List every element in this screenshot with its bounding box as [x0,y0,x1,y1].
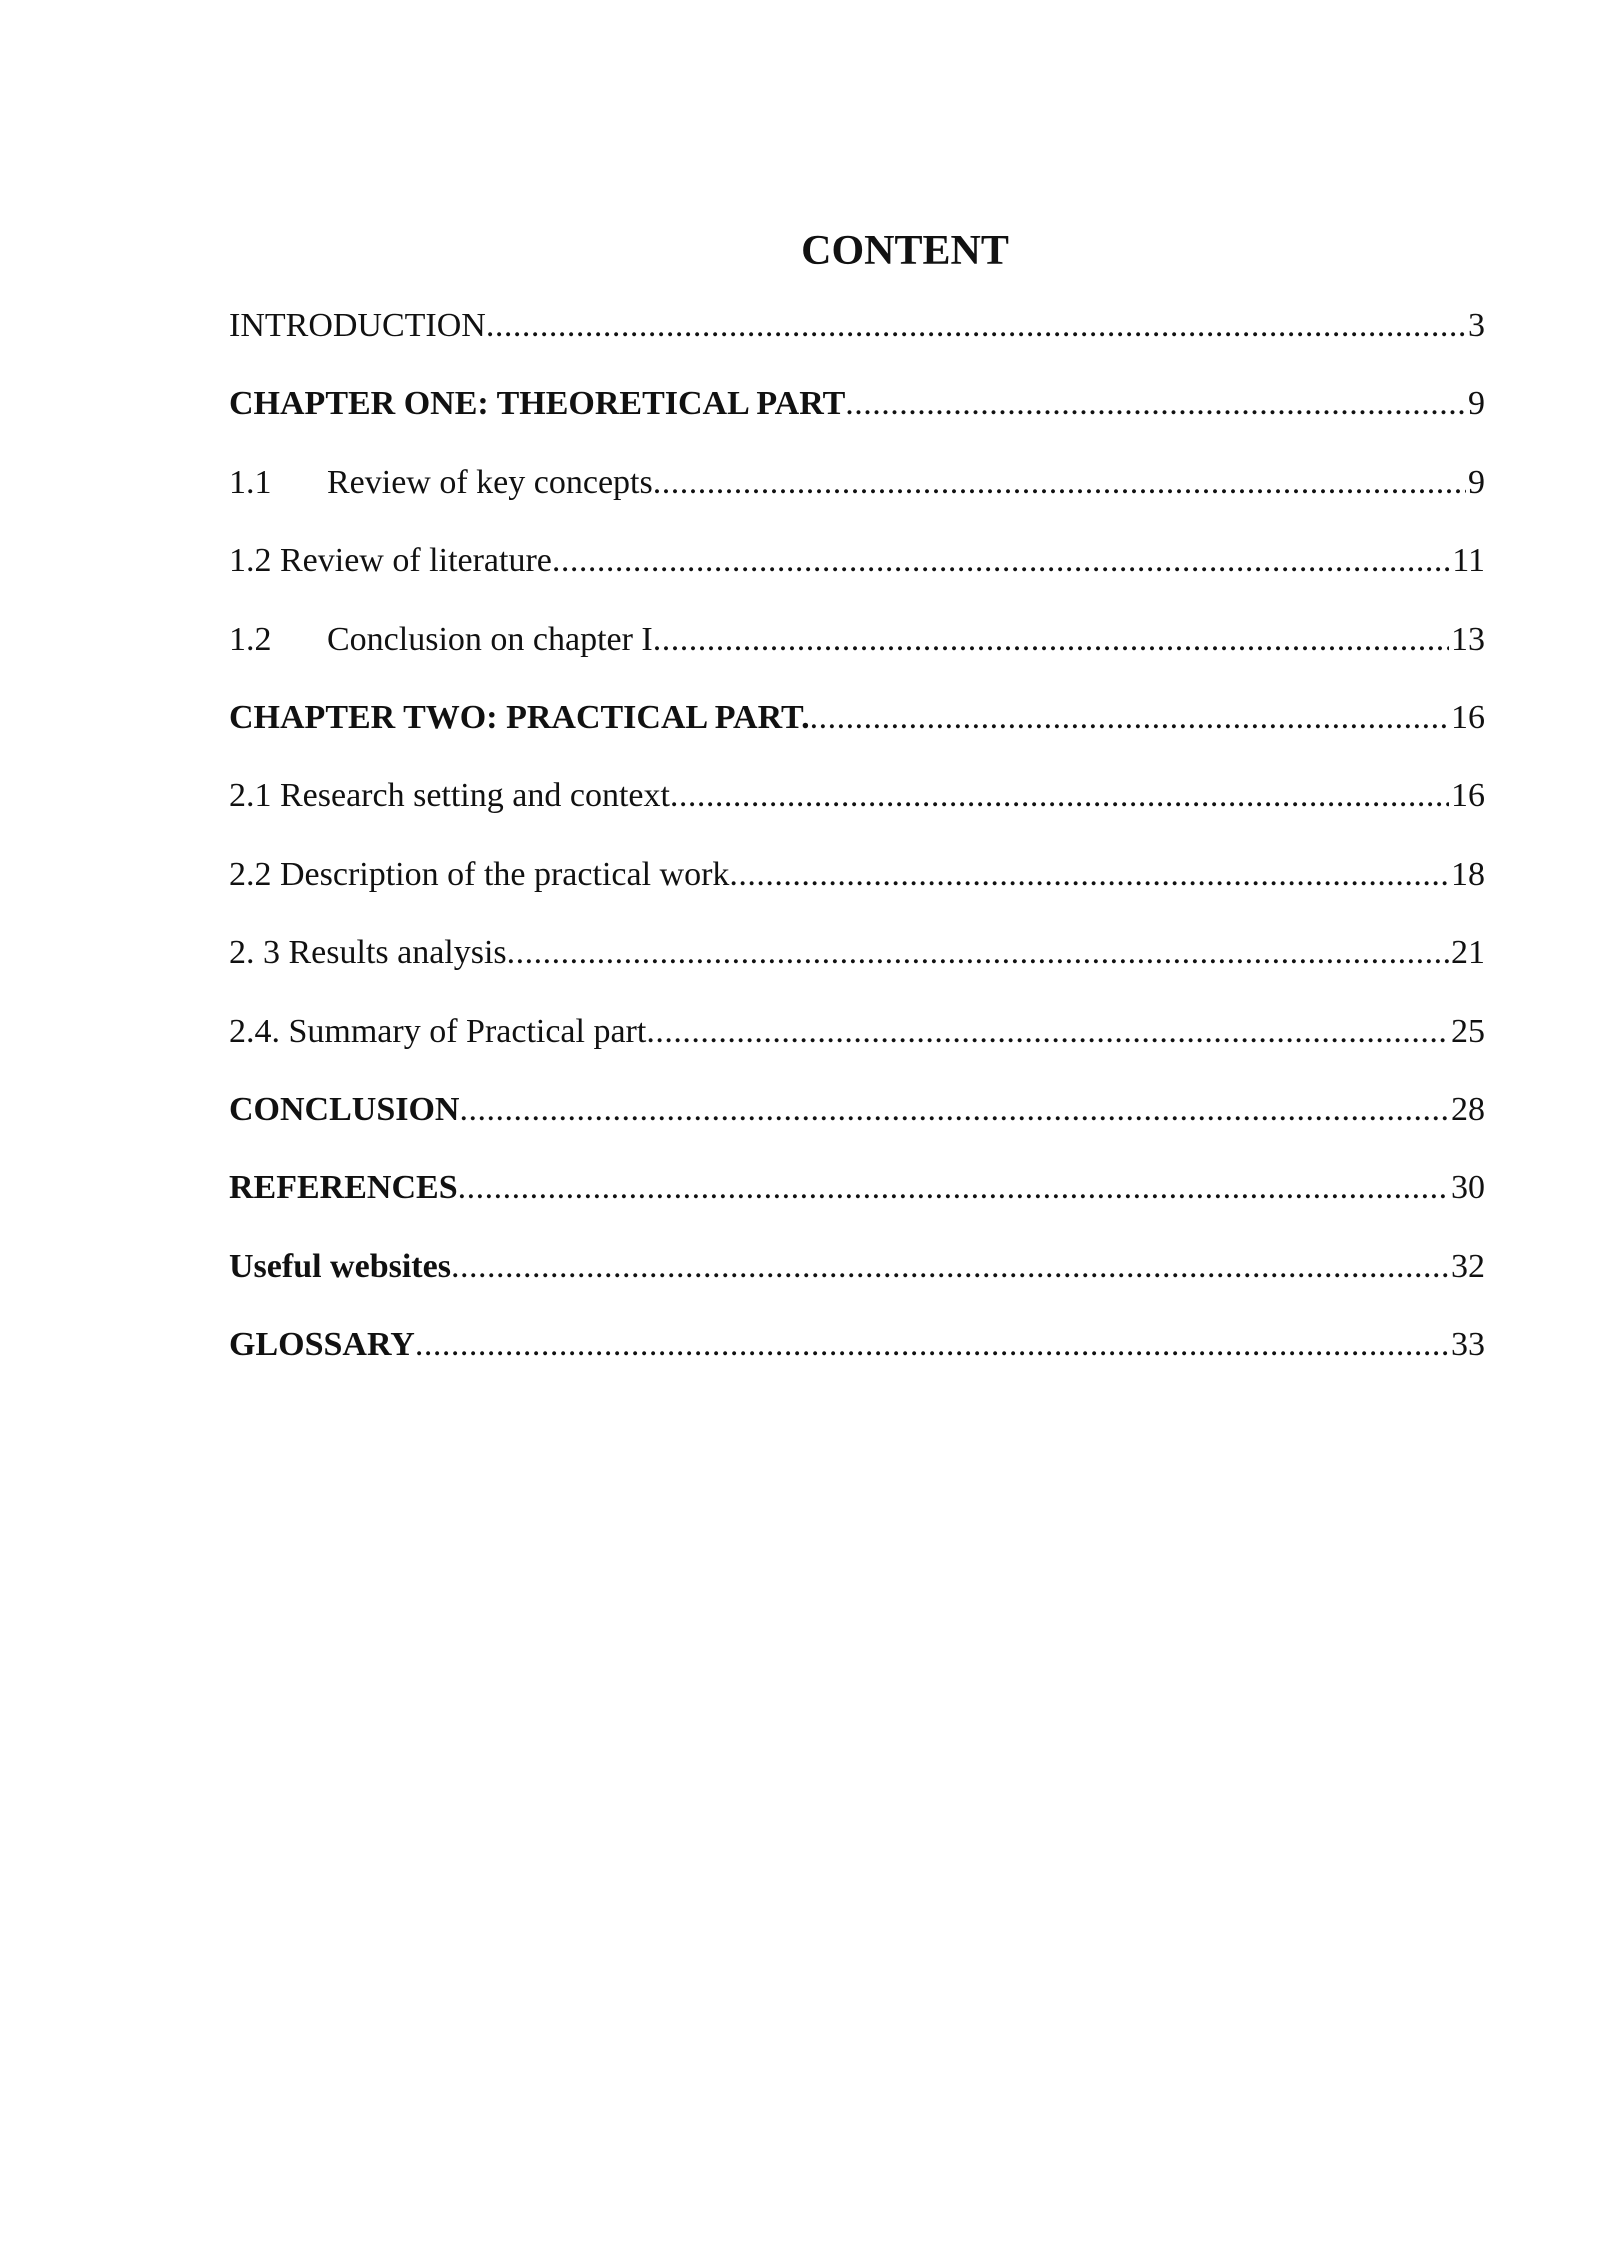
toc-page-number: 16 [1451,777,1485,815]
toc-dot-leader [486,301,1466,351]
toc-entry[interactable] [229,693,1485,771]
toc-dot-leader [415,1320,1449,1370]
toc-page-number: 9 [1468,385,1485,423]
toc-entry-title: 2.1 Research setting and context [229,777,670,815]
toc-page-number: 30 [1451,1169,1485,1207]
toc-dot-leader [670,771,1449,821]
toc-entry[interactable] [229,928,1485,1006]
toc-entry[interactable] [229,379,1485,457]
toc-page-number: 11 [1452,542,1485,580]
toc-entry-title: CONCLUSION [229,1090,460,1128]
toc-entry-title: CHAPTER ONE: THEORETICAL PART [229,385,846,423]
toc-page-number: 13 [1451,620,1485,658]
toc-entry-title: 2.2 Description of the practical work [229,855,730,893]
toc-entry[interactable] [229,1163,1485,1241]
toc-entry[interactable] [229,1085,1485,1163]
toc-entry[interactable] [229,301,1485,379]
toc-dot-leader [653,615,1449,665]
toc-entry-title: 2.4. Summary of Practical part [229,1012,647,1050]
toc-entry-title: INTRODUCTION [229,307,486,344]
toc-dot-leader [552,536,1450,586]
toc-page-number: 21 [1451,934,1485,972]
toc-page-number: 33 [1451,1326,1485,1364]
toc-entry-title: 2. 3 Results analysis [229,934,507,972]
toc-entry-title: CHAPTER TWO: PRACTICAL PART. [229,698,810,736]
toc-entry[interactable] [229,536,1485,614]
toc-entry-title: GLOSSARY [229,1326,415,1364]
toc-dot-leader [653,458,1466,508]
toc-dot-leader [646,1007,1449,1057]
toc-page-number: 3 [1468,307,1485,344]
toc-entry[interactable] [229,458,1485,536]
toc-dot-leader [810,693,1449,743]
toc-entry-title: Conclusion on chapter I [327,620,653,658]
toc-entry[interactable] [229,850,1485,928]
toc-dot-leader [451,1242,1449,1292]
toc-page-number: 32 [1451,1247,1485,1285]
toc-entry-title: REFERENCES [229,1169,458,1207]
toc-page-number: 16 [1451,698,1485,736]
toc-page-number: 9 [1468,463,1485,501]
toc-page-number: 18 [1451,855,1485,893]
toc-dot-leader [458,1163,1449,1213]
toc-entry-title: 1.2 Review of literature [229,542,552,580]
toc-dot-leader [459,1085,1449,1135]
table-of-contents [229,301,1485,1398]
toc-page-number: 25 [1451,1012,1485,1050]
toc-entry-title: Useful websites [229,1247,451,1285]
toc-page-number: 28 [1451,1090,1485,1128]
toc-entry[interactable] [229,771,1485,849]
toc-entry-number: 1.1 [229,463,272,501]
toc-entry-number: 1.2 [229,620,272,658]
toc-entry[interactable] [229,1320,1485,1398]
toc-dot-leader [729,850,1449,900]
toc-entry-title: Review of key concepts [327,463,653,501]
toc-entry[interactable] [229,1007,1485,1085]
toc-entry[interactable] [229,1242,1485,1320]
toc-dot-leader [507,928,1449,978]
toc-entry[interactable] [229,615,1485,693]
toc-dot-leader [845,379,1466,429]
page-title: CONTENT [801,228,1009,274]
